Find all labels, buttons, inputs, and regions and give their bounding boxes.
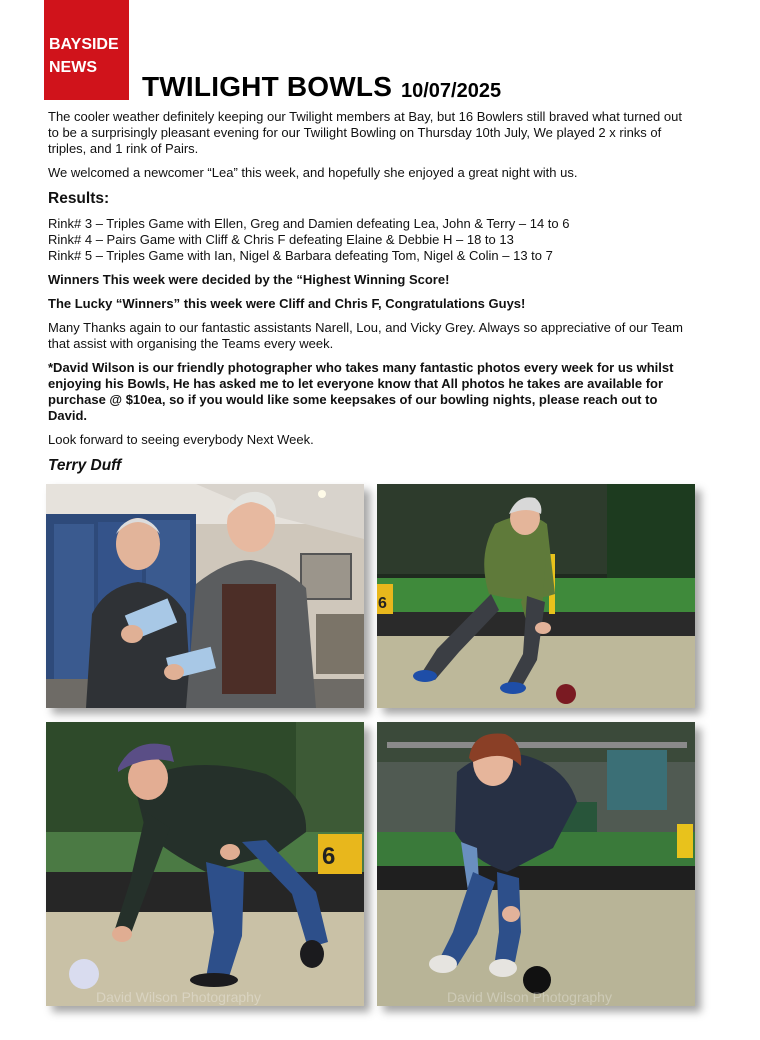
winners-rule: Winners This week were decided by the “Highest Winning Score! — [48, 272, 450, 287]
intro-paragraph: The cooler weather definitely keeping our Twilight members at Bay, but 16 Bowlers still braved what turned out to be a surprisingly pleasant evening for our Twilight Bowling on Thursday 10th July, We played 2 x rinks of triples, and 1 rink of Pairs. — [48, 109, 682, 156]
photo-bowler-green-jacket — [377, 484, 695, 708]
thanks-paragraph: Many Thanks again to our fantastic assistants Narell, Lou, and Vicky Grey. Always so appreciative of our Team that assist with organising the Teams every week. — [48, 320, 683, 351]
article-date: 10/07/2025 — [401, 80, 502, 102]
logo-line-2: NEWS — [49, 59, 97, 76]
article-body — [48, 109, 688, 476]
closing-paragraph: Look forward to seeing everybody Next Week. — [48, 432, 314, 447]
photo-winners — [46, 484, 364, 708]
logo-line-1: BAYSIDE — [49, 36, 119, 53]
rink-number-marker: 6 — [378, 595, 387, 612]
photo-bowler-cap — [46, 722, 364, 1006]
result-rink-5: Rink# 5 – Triples Game with Ian, Nigel & Barbara defeating Tom, Nigel & Colin – 13 to 7 — [48, 248, 553, 263]
lucky-winners: The Lucky “Winners” this week were Cliff and Chris F, Congratulations Guys! — [48, 296, 526, 311]
welcome-paragraph: We welcomed a newcomer “Lea” this week, and hopefully she enjoyed a great night with us. — [48, 165, 578, 180]
bayside-news-logo — [44, 0, 129, 100]
results-list — [48, 216, 688, 264]
rink-number-marker: 6 — [322, 843, 336, 870]
author-signature: Terry Duff — [48, 457, 122, 474]
result-rink-3: Rink# 3 – Triples Game with Ellen, Greg and Damien defeating Lea, John & Terry – 14 to 6 — [48, 216, 570, 231]
watermark: David Wilson Photography — [96, 989, 261, 1005]
result-rink-4: Rink# 4 – Pairs Game with Cliff & Chris F defeating Elaine & Debbie H – 18 to 13 — [48, 232, 514, 247]
watermark: David Wilson Photography — [447, 989, 612, 1005]
article-title: TWILIGHT BOWLS — [142, 71, 393, 102]
photo-bowler-woman — [377, 722, 695, 1006]
results-heading: Results: — [48, 190, 110, 207]
photographer-note: *David Wilson is our friendly photographer who takes many fantastic photos every week for us whilst enjoying his Bowls, He has asked me to let everyone know that All photos he takes are available for purchase @ $10ea, so if you would like some keepsakes of our bowling nights, please reach out to David. — [48, 360, 674, 423]
